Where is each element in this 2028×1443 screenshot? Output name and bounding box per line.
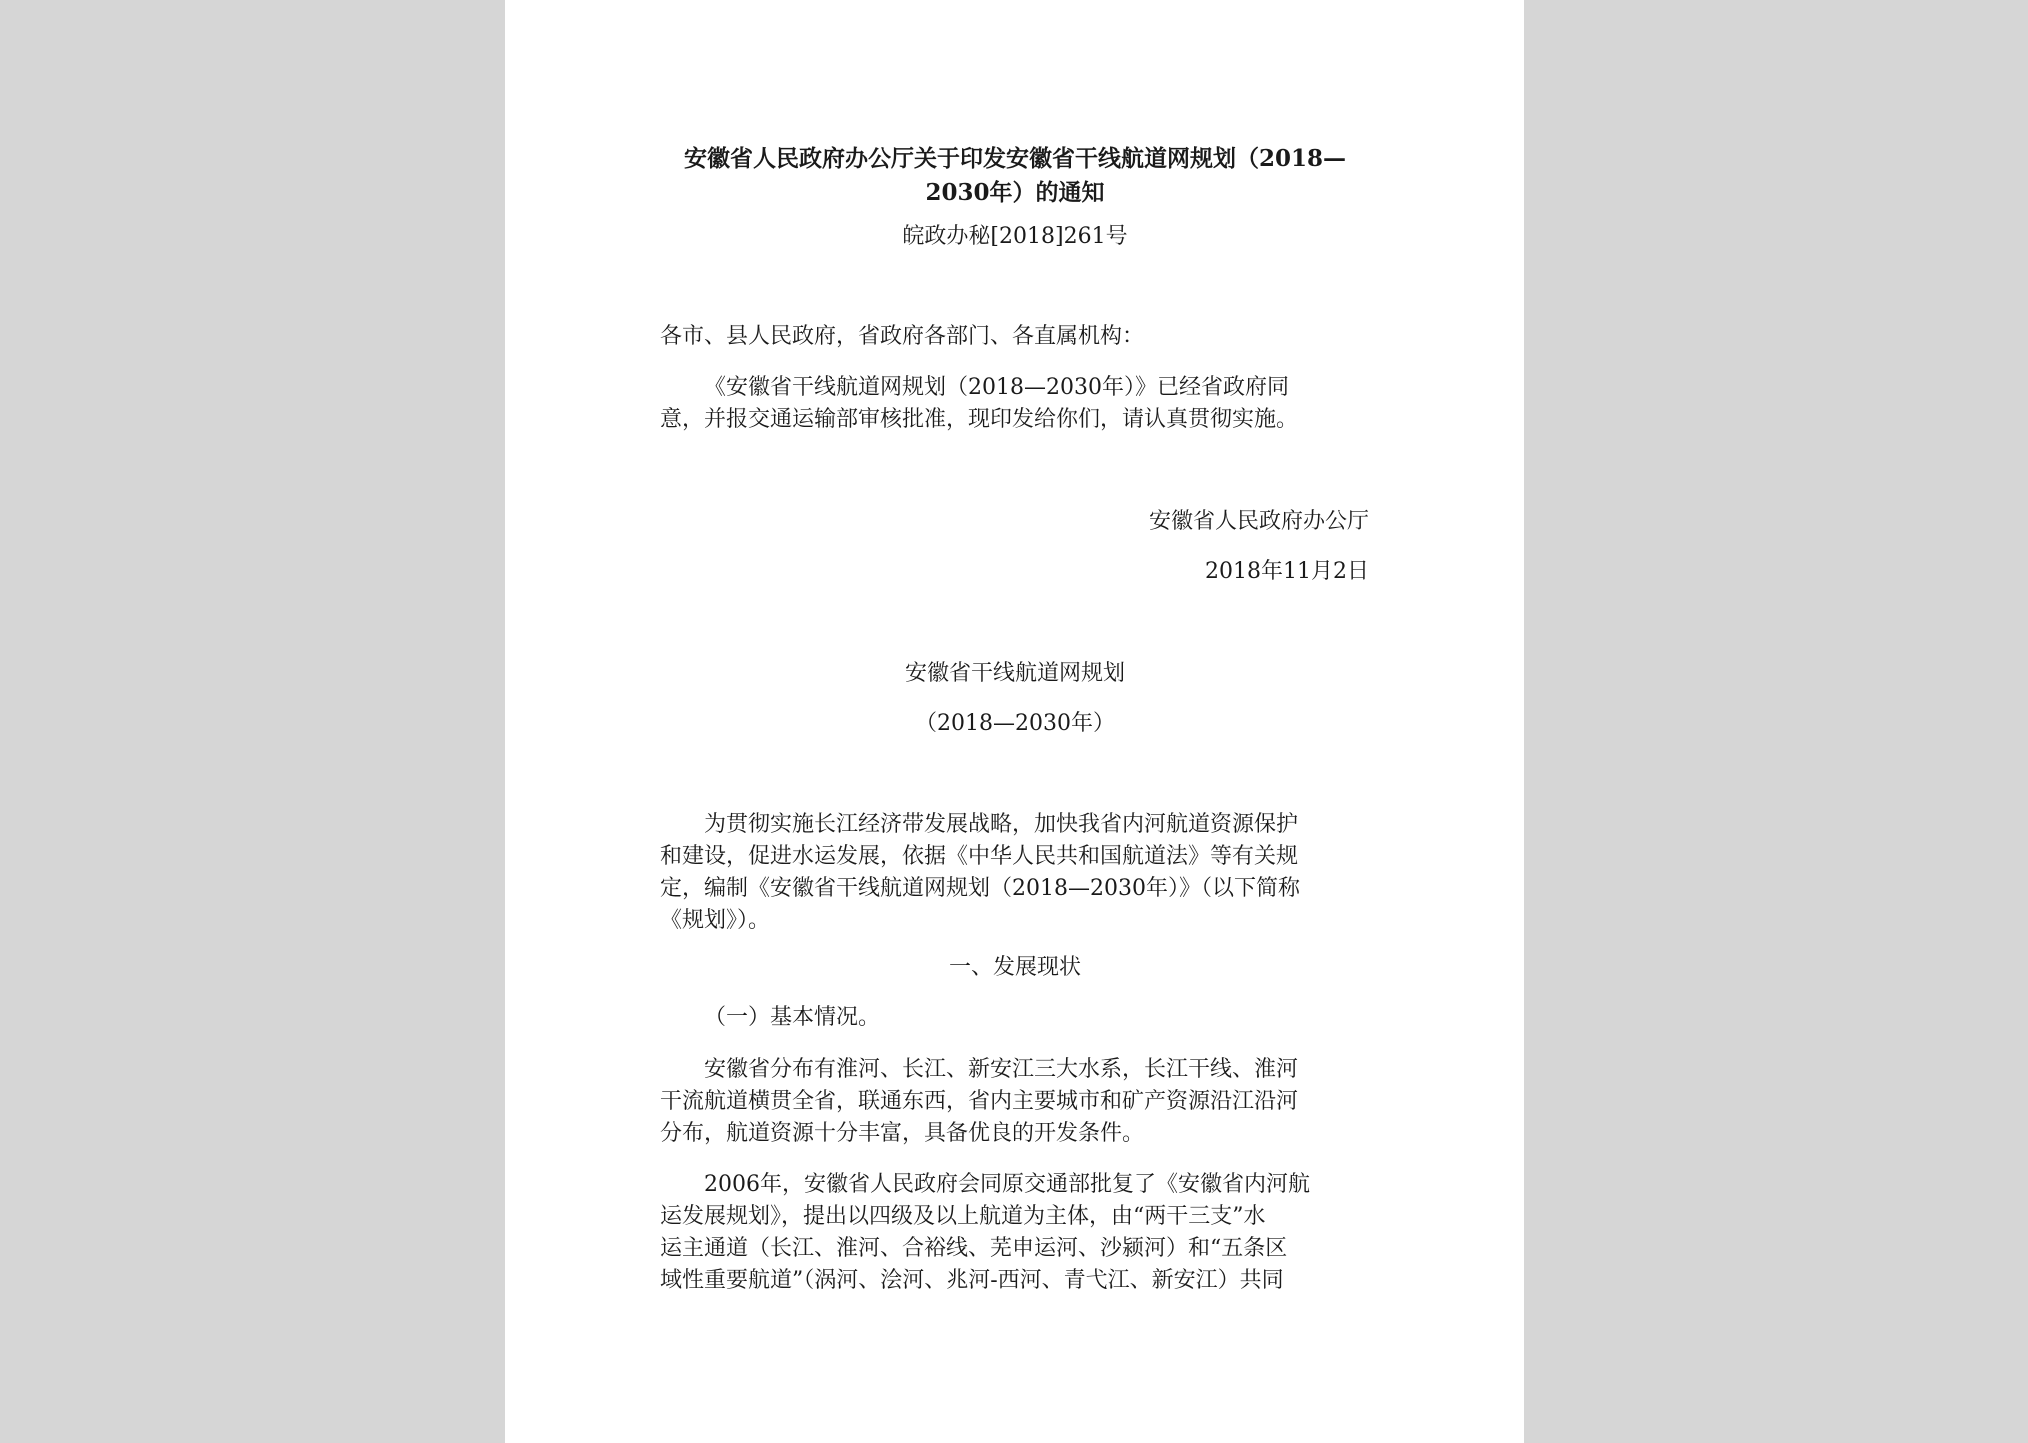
paragraph-line: 干流航道横贯全省，联通东西，省内主要城市和矿产资源沿江沿河 [660, 1089, 1299, 1114]
body-line: 意，并报交通运输部审核批准，现印发给你们，请认真贯彻实施。 [660, 407, 1299, 432]
subsection-heading: （一）基本情况。 [704, 1005, 881, 1030]
body-line: 《安徽省干线航道网规划（2018—2030年）》已经省政府同 [704, 375, 1289, 400]
intro-line: 《规划》）。 [660, 908, 771, 933]
document-title-line-1: 安徽省人民政府办公厅关于印发安徽省干线航道网规划（2018— [683, 145, 1346, 172]
paragraph-line: 运发展规划》，提出以四级及以上航道为主体，由“两干三支”水 [660, 1204, 1266, 1229]
plan-years: （2018—2030年） [915, 711, 1115, 736]
paragraph-line: 2006年，安徽省人民政府会同原交通部批复了《安徽省内河航 [704, 1172, 1310, 1197]
intro-line: 和建设，促进水运发展，依据《中华人民共和国航道法》等有关规 [660, 844, 1299, 869]
document-title-line-2: 2030年）的通知 [925, 179, 1105, 206]
section-heading: 一、发展现状 [948, 955, 1081, 980]
signature-date: 2018年11月2日 [1205, 559, 1369, 584]
paragraph-line: 运主通道（长江、淮河、合裕线、芜申运河、沙颍河）和“五条区 [660, 1236, 1288, 1261]
paragraph-line: 域性重要航道”（涡河、浍河、兆河-西河、青弋江、新安江）共同 [660, 1268, 1284, 1293]
plan-title: 安徽省干线航道网规划 [904, 661, 1125, 686]
paragraph-line: 分布，航道资源十分丰富，具备优良的开发条件。 [660, 1121, 1145, 1146]
paragraph-line: 安徽省分布有淮河、长江、新安江三大水系，长江干线、淮河 [704, 1057, 1299, 1082]
document-page [505, 0, 1524, 1443]
signature-org: 安徽省人民政府办公厅 [1148, 509, 1369, 534]
intro-line: 定，编制《安徽省干线航道网规划（2018—2030年）》（以下简称 [660, 876, 1300, 901]
intro-line: 为贯彻实施长江经济带发展战略，加快我省内河航道资源保护 [704, 812, 1299, 837]
addressee: 各市、县人民政府，省政府各部门、各直属机构： [660, 324, 1145, 349]
document-number: 皖政办秘[2018]261号 [902, 224, 1128, 249]
